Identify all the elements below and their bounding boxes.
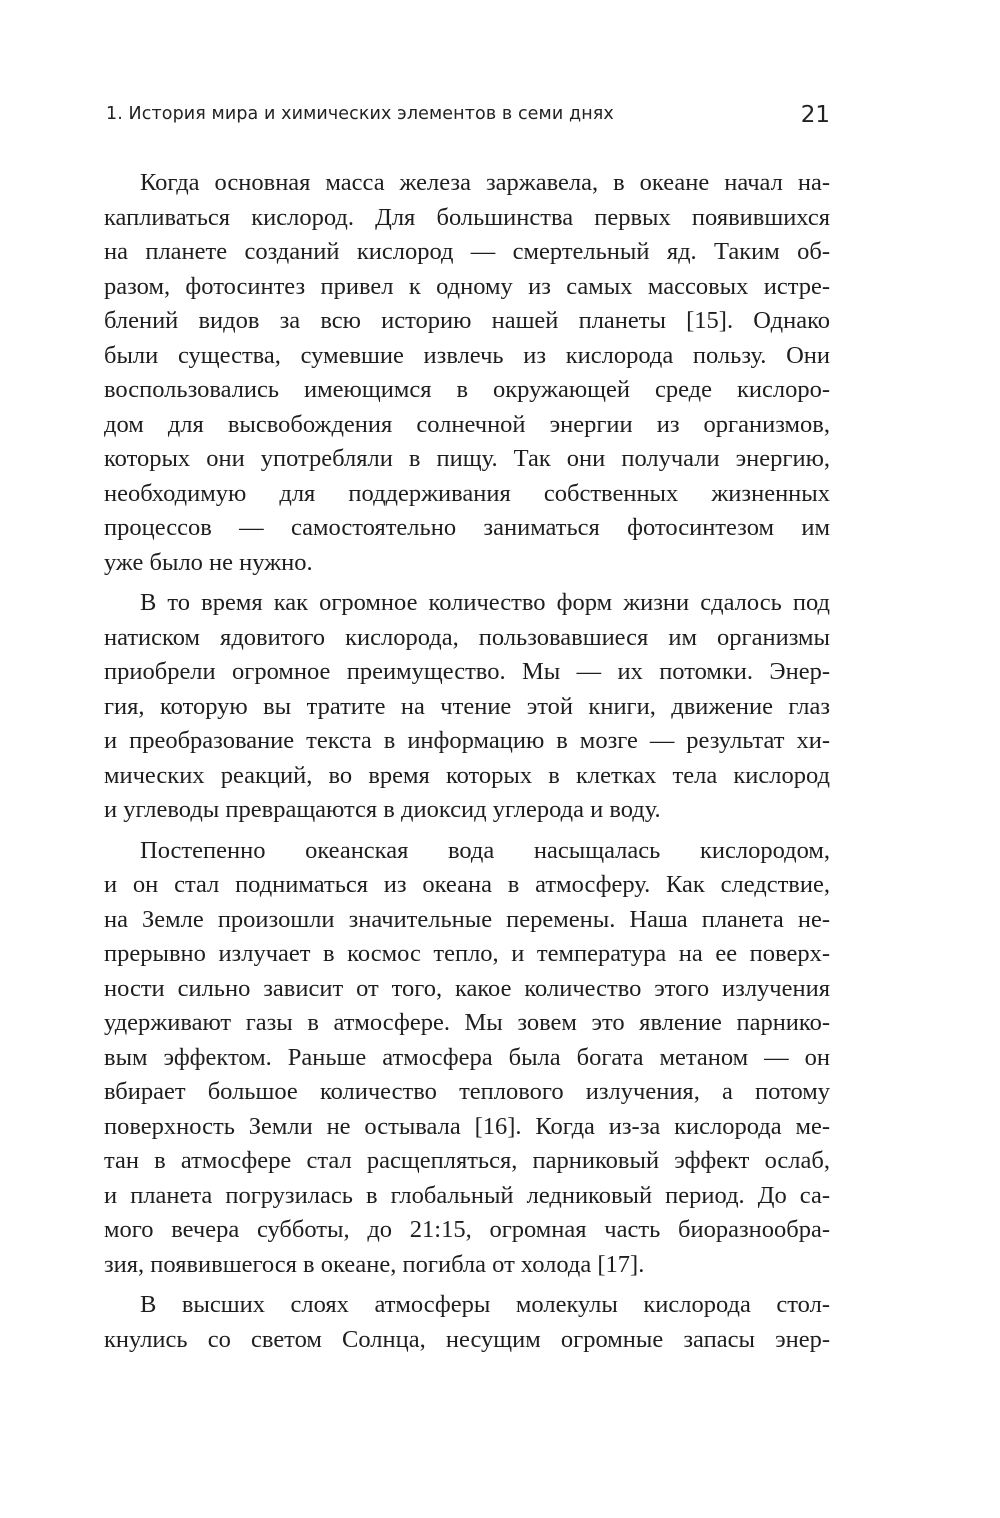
text-line: воспользовались имеющимся в окружающей среде кислоро- — [104, 376, 830, 403]
text-line: капливаться кислород. Для большинства первых появившихся — [104, 203, 830, 231]
text-line: которых они употребляли в пищу. Так они получали энергию, — [104, 445, 830, 472]
text-line: кнулись со светом Солнца, несущим огромные запасы энер- — [104, 1325, 830, 1353]
text-line: В то время как огромное количество форм жизни сдалось под — [140, 589, 830, 616]
chapter-title: 1. История мира и химических элементов в семи днях — [106, 104, 614, 124]
text-line: В высших слоях атмосферы молекулы кислорода стол- — [140, 1291, 830, 1318]
page-number: 21 — [800, 102, 830, 128]
text-line: необходимую для поддерживания собственных жизненных — [104, 479, 830, 507]
body-text — [104, 166, 830, 1357]
paragraph — [104, 586, 830, 828]
text-line: прерывно излучает в космос тепло, и температура на ее поверх- — [104, 940, 830, 967]
text-line: уже было не нужно. — [104, 548, 313, 576]
text-line: Когда основная масса железа заржавела, в океане начал на- — [140, 169, 830, 196]
paragraph — [104, 834, 830, 1283]
text-line: тан в атмосфере стал расщепляться, парниковый эффект ослаб, — [104, 1147, 830, 1174]
text-line: мого вечера субботы, до 21:15, огромная часть биоразнообра- — [104, 1216, 830, 1243]
text-line: и планета погрузилась в глобальный ледниковый период. До са- — [104, 1181, 830, 1209]
paragraph — [104, 1288, 830, 1357]
text-line: удерживают газы в атмосфере. Мы зовем это явление парнико- — [104, 1009, 830, 1036]
text-line: процессов — самостоятельно заниматься фотосинтезом им — [104, 514, 830, 541]
text-line: Постепенно океанская вода насыщалась кислородом, — [140, 836, 830, 864]
text-line: дом для высвобождения солнечной энергии из организмов, — [104, 410, 830, 438]
text-line: на планете созданий кислород — смертельный яд. Таким об- — [104, 238, 830, 265]
running-header — [106, 102, 830, 134]
text-line: гия, которую вы тратите на чтение этой книги, движение глаз — [104, 692, 830, 720]
text-line: и углеводы превращаются в диоксид углерода и воду. — [104, 796, 661, 823]
text-line: были существа, сумевшие извлечь из кислорода пользу. Они — [104, 341, 830, 369]
text-line: поверхность Земли не остывала [16]. Когда из-за кислорода ме- — [104, 1112, 830, 1140]
text-line: зия, появившегося в океане, погибла от холода [17]. — [104, 1250, 645, 1278]
text-line: и он стал подниматься из океана в атмосферу. Как следствие, — [104, 871, 830, 898]
text-line: на Земле произошли значительные перемены. Наша планета не- — [104, 905, 830, 933]
text-line: приобрели огромное преимущество. Мы — их потомки. Энер- — [104, 658, 830, 685]
paragraph — [104, 166, 830, 580]
text-line: мических реакций, во время которых в клетках тела кислород — [104, 761, 830, 789]
text-line: блений видов за всю историю нашей планеты [15]. Однако — [104, 307, 830, 334]
text-line: разом, фотосинтез привел к одному из самых массовых истре- — [104, 272, 830, 300]
text-line: и преобразование текста в информацию в мозге — результат хи- — [104, 727, 830, 754]
text-line: ности сильно зависит от того, какое количество этого излучения — [104, 974, 830, 1002]
text-line: вбирает большое количество теплового излучения, а потому — [104, 1078, 830, 1105]
text-line: вым эффектом. Раньше атмосфера была богата метаном — он — [104, 1043, 830, 1071]
text-line: натиском ядовитого кислорода, пользовавшиеся им организмы — [104, 623, 830, 651]
